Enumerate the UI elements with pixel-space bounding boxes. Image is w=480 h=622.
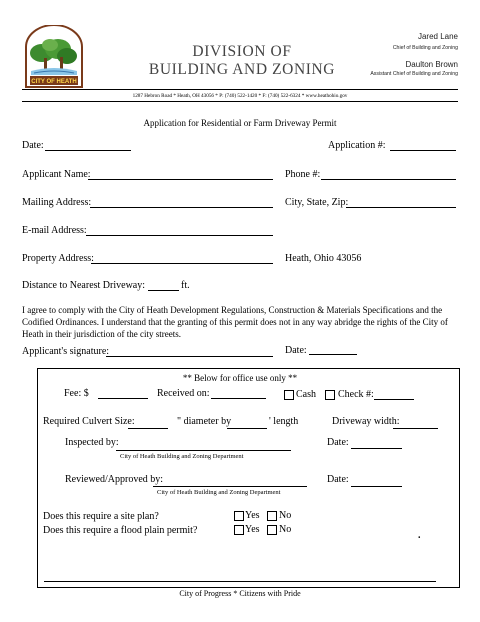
reviewed-caption: City of Heath Building and Zoning Department: [157, 489, 281, 496]
division-line-2: BUILDING AND ZONING: [148, 61, 336, 78]
inspected-by-label: Inspected by:: [65, 437, 119, 448]
reviewed-date-label: Date:: [327, 474, 349, 485]
phone-field[interactable]: [321, 179, 456, 180]
signature-date-field[interactable]: [309, 354, 357, 355]
application-number-field[interactable]: [390, 150, 456, 151]
inspected-date-label: Date:: [327, 437, 349, 448]
city-state-zip-field[interactable]: [346, 207, 456, 208]
cash-checkbox[interactable]: [284, 390, 294, 400]
driveway-width-label: Driveway width:: [332, 416, 400, 427]
signature-date-label: Date:: [285, 345, 307, 356]
agreement-paragraph: I agree to comply with the City of Heath Development Regulations, Construction & Materials Specifications and the Codified Ordinances. I understand that the granting of this permit does not in any way abridge the rights of the City of Heath in their jurisdiction of the city streets.: [22, 305, 448, 339]
staff-name-2: Daulton Brown: [405, 60, 458, 69]
date-field[interactable]: [45, 150, 131, 151]
site-plan-question: Does this require a site plan?: [43, 511, 159, 522]
received-date-field[interactable]: [211, 398, 266, 399]
distance-unit: ft.: [181, 280, 190, 291]
driveway-width-field[interactable]: [393, 428, 438, 429]
received-label: Received on:: [157, 388, 210, 399]
mailing-address-field[interactable]: [90, 207, 273, 208]
reviewed-date-field[interactable]: [351, 486, 402, 487]
applicant-name-label: Applicant Name:: [22, 169, 91, 180]
header-divider: [22, 89, 458, 90]
flood-plain-question: Does this require a flood plain permit?: [43, 525, 198, 536]
city-state-zip-label: City, State, Zip:: [285, 197, 349, 208]
flood-plain-yes-checkbox[interactable]: [234, 525, 244, 535]
phone-label: Phone #:: [285, 169, 321, 180]
cash-label: Cash: [296, 389, 316, 400]
signature-field[interactable]: [106, 356, 273, 357]
inspected-caption: City of Heath Building and Zoning Department: [120, 453, 244, 460]
address-divider: [22, 101, 458, 102]
property-address-label: Property Address:: [22, 253, 94, 264]
site-plan-no-checkbox[interactable]: [267, 511, 277, 521]
signature-label: Applicant's signature:: [22, 346, 110, 357]
office-use-heading: ** Below for office use only **: [182, 373, 298, 383]
diameter-label: " diameter by: [177, 416, 232, 427]
site-plan-yes-label: Yes: [245, 510, 260, 521]
staff-title-1: Chief of Building and Zoning: [392, 45, 458, 51]
footer-slogan: City of Progress * Citizens with Pride: [179, 589, 301, 598]
email-field[interactable]: [86, 235, 273, 236]
date-label: Date:: [22, 140, 44, 151]
length-label: ' length: [269, 416, 299, 427]
fee-field[interactable]: [98, 398, 148, 399]
email-label: E-mail Address:: [22, 225, 87, 236]
inspected-by-field[interactable]: [116, 450, 291, 451]
check-checkbox[interactable]: [325, 390, 335, 400]
reviewed-by-label: Reviewed/Approved by:: [65, 474, 164, 485]
check-label: Check #:: [338, 389, 374, 400]
property-address-field[interactable]: [91, 263, 273, 264]
mailing-address-label: Mailing Address:: [22, 197, 92, 208]
culvert-length-field[interactable]: [227, 428, 267, 429]
distance-label: Distance to Nearest Driveway:: [22, 280, 146, 291]
site-plan-yes-checkbox[interactable]: [234, 511, 244, 521]
division-line-1: DIVISION OF: [192, 43, 292, 60]
flood-plain-no-checkbox[interactable]: [267, 525, 277, 535]
property-city: Heath, Ohio 43056: [285, 253, 362, 264]
logo-text: CITY OF HEATH: [31, 79, 77, 85]
stray-dot: .: [418, 530, 421, 541]
applicant-name-field[interactable]: [88, 179, 273, 180]
distance-field[interactable]: [148, 290, 179, 291]
culvert-size-field[interactable]: [128, 428, 168, 429]
fee-label: Fee: $: [64, 388, 89, 399]
inspected-date-field[interactable]: [351, 448, 402, 449]
city-of-heath-logo: [22, 25, 86, 89]
application-number-label: Application #:: [328, 140, 386, 151]
city-address: 1287 Hebron Road * Heath, OH 43056 * P: (740) 522-1420 * F: (740) 522-6324 * www.heathohio.gov: [132, 93, 348, 99]
staff-name-1: Jared Lane: [417, 32, 458, 41]
site-plan-no-label: No: [279, 510, 292, 521]
form-title: Application for Residential or Farm Driveway Permit: [143, 118, 337, 128]
office-bottom-line: [44, 581, 436, 582]
flood-plain-yes-label: Yes: [245, 524, 260, 535]
flood-plain-no-label: No: [279, 524, 292, 535]
division-title: [147, 43, 337, 79]
check-number-field[interactable]: [374, 399, 414, 400]
reviewed-by-field[interactable]: [153, 486, 307, 487]
staff-title-2: Assistant Chief of Building and Zoning: [370, 71, 458, 77]
culvert-size-label: Required Culvert Size:: [43, 416, 135, 427]
